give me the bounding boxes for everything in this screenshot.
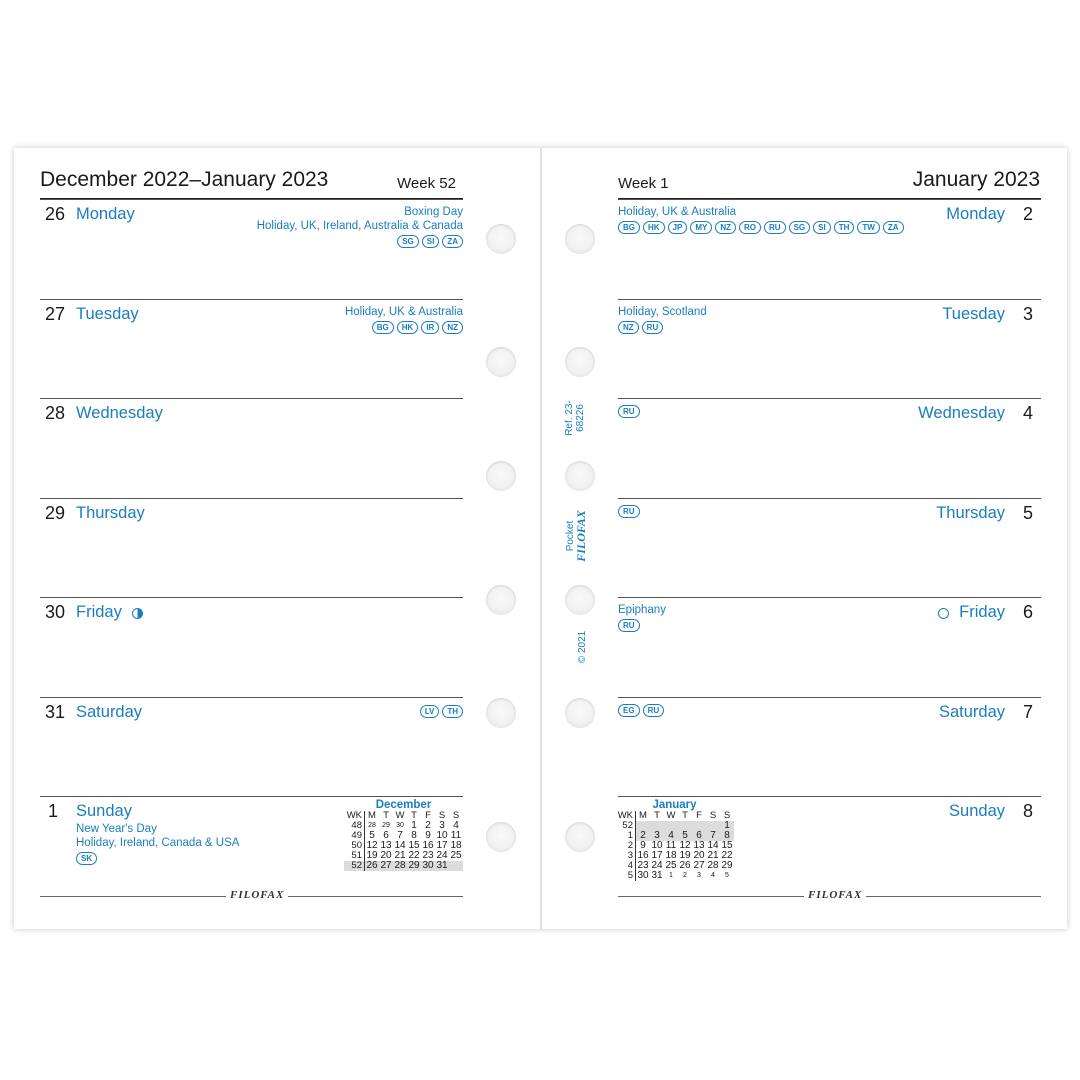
day-separator <box>40 199 463 200</box>
day-name: Friday <box>76 603 122 621</box>
country-badges <box>618 704 664 717</box>
country-badge: SG <box>789 221 811 234</box>
day-number: 27 <box>44 303 65 324</box>
mini-calendar-date: 9 <box>640 840 646 851</box>
day-separator <box>40 398 463 399</box>
mini-calendar-date: 19 <box>366 850 378 861</box>
mini-calendar-date: 30 <box>637 870 649 881</box>
mini-calendar-date: 17 <box>651 850 663 861</box>
mini-calendar-date: 17 <box>436 840 448 851</box>
mini-calendar-date: 5 <box>725 872 729 879</box>
day-separator <box>618 199 1041 200</box>
mini-calendar-title: January <box>652 799 697 811</box>
day-number: 28 <box>44 403 65 423</box>
mini-calendar-week: 49 <box>344 831 365 841</box>
mini-calendar-date: 10 <box>436 830 448 841</box>
country-badge: JP <box>668 221 688 234</box>
mini-calendar-date: 27 <box>693 860 705 871</box>
country-badges <box>372 321 463 334</box>
day-separator <box>40 697 463 698</box>
day-number: 6 <box>1022 602 1033 622</box>
mini-calendar-date: 20 <box>380 850 392 861</box>
country-badges <box>618 619 640 632</box>
day-separator <box>618 796 1041 797</box>
spine-pocket-text: Pocket <box>565 520 576 552</box>
punch-hole <box>486 698 516 728</box>
day-separator <box>618 697 1041 698</box>
day-number: 3 <box>1022 303 1033 324</box>
mini-calendar-date: 10 <box>651 840 663 851</box>
day-name: Tuesday <box>942 304 1005 323</box>
country-badge: RU <box>642 321 664 334</box>
mini-calendar-header: T <box>654 810 660 821</box>
mini-calendar-date: 14 <box>707 840 719 851</box>
mini-calendar-week: 1 <box>615 831 636 841</box>
mini-calendar-date: 30 <box>422 860 434 871</box>
mini-calendar-week: 51 <box>344 851 365 861</box>
mini-calendar-header: S <box>438 810 446 821</box>
mini-calendar-december <box>344 799 463 871</box>
day-separator <box>618 299 1041 300</box>
country-badge: HK <box>643 221 665 234</box>
punch-hole <box>486 347 516 377</box>
mini-calendar-date: 15 <box>721 840 733 851</box>
mini-calendar-date: 7 <box>397 830 403 841</box>
spine-filofax-logo: FILOFAX <box>574 510 588 562</box>
mini-calendar-date: 2 <box>425 820 431 831</box>
mini-calendar-date: 7 <box>706 831 720 841</box>
mini-calendar-date: 5 <box>369 830 375 841</box>
mini-calendar-header: M <box>368 810 376 821</box>
mini-calendar-date: 22 <box>408 850 420 861</box>
country-badges <box>618 221 904 234</box>
mini-calendar-date: 13 <box>693 840 705 851</box>
holiday-label: Boxing Day <box>404 206 463 218</box>
left-page-title: December 2022–January 2023 <box>40 168 329 191</box>
mini-calendar-header: M <box>639 810 647 821</box>
mini-calendar-header: WK <box>615 811 636 821</box>
mini-calendar-header: T <box>682 810 688 821</box>
country-badge: TH <box>834 221 855 234</box>
mini-calendar-date: 29 <box>382 822 390 829</box>
day-separator <box>40 498 463 499</box>
mini-calendar-date <box>449 861 463 871</box>
day-name: Monday <box>946 205 1005 223</box>
holiday-label: New Year's Day <box>76 823 157 835</box>
country-badge: TW <box>857 221 879 234</box>
day-number: 2 <box>1022 204 1033 224</box>
mini-calendar-date: 21 <box>394 850 406 861</box>
country-badge: SK <box>76 852 97 865</box>
mini-calendar-date: 19 <box>679 850 691 861</box>
mini-calendar-header: S <box>709 810 717 821</box>
mini-calendar-date: 28 <box>394 860 406 871</box>
mini-calendar-date: 21 <box>707 850 719 861</box>
mini-calendar-date: 31 <box>651 870 663 881</box>
mini-calendar-date: 28 <box>368 822 376 829</box>
mini-calendar-date: 12 <box>366 840 378 851</box>
right-page-title: January 2023 <box>912 168 1040 191</box>
country-badge: MY <box>690 221 712 234</box>
country-badge: ZA <box>883 221 904 234</box>
country-badges <box>76 852 97 865</box>
mini-calendar-date: 16 <box>637 850 649 861</box>
day-number: 29 <box>44 502 65 523</box>
mini-calendar-week: 2 <box>615 841 636 851</box>
header-rule <box>618 198 1041 199</box>
spine-ref-text: Ref. 23-68226 <box>564 400 586 436</box>
country-badge: RU <box>643 704 665 717</box>
mini-calendar-title: December <box>375 799 432 811</box>
mini-calendar-header: S <box>452 810 460 821</box>
country-badge: BG <box>618 221 640 234</box>
header-rule <box>40 198 463 199</box>
country-badge: NZ <box>442 321 463 334</box>
mini-calendar-header: F <box>696 810 702 821</box>
punch-hole <box>565 698 595 728</box>
mini-calendar-january <box>615 799 734 881</box>
holiday-label: Holiday, UK & Australia <box>344 305 463 318</box>
country-badges <box>397 235 463 248</box>
day-number: 26 <box>44 204 65 224</box>
mini-calendar-date: 3 <box>439 820 445 831</box>
mini-calendar-date: 30 <box>396 822 404 829</box>
day-name: Sunday <box>76 802 132 820</box>
day-name: Monday <box>76 205 135 223</box>
day-number: 31 <box>44 701 65 722</box>
mini-calendar-header: WK <box>344 811 365 821</box>
day-separator <box>618 498 1041 499</box>
day-separator <box>40 299 463 300</box>
mini-calendar-date: 23 <box>422 850 434 861</box>
country-badge: HK <box>397 321 419 334</box>
mini-calendar-date: 22 <box>721 850 733 861</box>
day-number: 5 <box>1022 502 1033 523</box>
mini-calendar-date: 29 <box>408 860 420 871</box>
holiday-label: Holiday, Ireland, Canada & USA <box>76 837 240 849</box>
mini-calendar-header: S <box>723 810 731 821</box>
punch-hole <box>486 224 516 254</box>
mini-calendar-date: 25 <box>665 860 677 871</box>
country-badge: LV <box>420 705 440 718</box>
mini-calendar-date: 24 <box>651 860 663 871</box>
holiday-label: Holiday, UK, Ireland, Australia & Canada <box>256 220 463 232</box>
mini-calendar-date: 29 <box>721 860 733 871</box>
punch-hole <box>565 461 595 491</box>
mini-calendar-date: 5 <box>678 831 692 841</box>
mini-calendar-date: 6 <box>692 831 706 841</box>
day-name: Thursday <box>76 503 145 522</box>
country-badge: EG <box>618 704 640 717</box>
mini-calendar-date: 11 <box>450 830 462 841</box>
mini-calendar-week: 48 <box>344 821 365 831</box>
country-badge: NZ <box>715 221 736 234</box>
mini-calendar-grid <box>344 811 463 871</box>
mini-calendar-date: 8 <box>411 830 417 841</box>
day-name: Saturday <box>76 702 143 721</box>
mini-calendar-date: 24 <box>436 850 448 861</box>
punch-hole <box>565 822 595 852</box>
first-quarter-icon <box>132 608 143 619</box>
holiday-label: Epiphany <box>618 604 666 616</box>
country-badge: RU <box>618 405 640 418</box>
mini-calendar-grid <box>615 811 734 881</box>
mini-calendar-date: 27 <box>380 860 392 871</box>
spine-fold <box>540 148 542 929</box>
mini-calendar-date: 8 <box>720 831 734 841</box>
day-number: 30 <box>44 602 65 622</box>
mini-calendar-date: 20 <box>693 850 705 861</box>
holiday-label: Holiday, Scotland <box>618 305 707 318</box>
country-badge: SI <box>422 235 440 248</box>
mini-calendar-date: 3 <box>697 872 701 879</box>
mini-calendar-date: 23 <box>637 860 649 871</box>
country-badges <box>618 405 640 418</box>
left-week-label: Week 52 <box>397 175 456 192</box>
day-name: Wednesday <box>76 404 163 422</box>
mini-calendar-date: 11 <box>665 840 677 851</box>
country-badges <box>618 321 663 334</box>
mini-calendar-date: 1 <box>411 820 417 831</box>
country-badge: SG <box>397 235 419 248</box>
mini-calendar-date: 18 <box>450 840 462 851</box>
country-badge: NZ <box>618 321 639 334</box>
mini-calendar-date: 15 <box>408 840 420 851</box>
country-badge: TH <box>442 705 463 718</box>
spine-copyright: © 2021 <box>577 630 588 664</box>
mini-calendar-date: 6 <box>383 830 389 841</box>
mini-calendar-date: 14 <box>394 840 406 851</box>
punch-hole <box>565 224 595 254</box>
day-number: 8 <box>1022 801 1033 821</box>
mini-calendar-date: 28 <box>707 860 719 871</box>
mini-calendar-date: 4 <box>664 831 678 841</box>
mini-calendar-date: 2 <box>683 872 687 879</box>
mini-calendar-date: 26 <box>366 860 378 871</box>
day-number: 7 <box>1022 701 1033 722</box>
mini-calendar-date: 4 <box>711 872 715 879</box>
day-separator <box>40 796 463 797</box>
punch-hole <box>565 347 595 377</box>
spine-pocket-logo <box>565 506 587 566</box>
mini-calendar-date: 25 <box>450 850 462 861</box>
punch-hole <box>486 822 516 852</box>
country-badge: RU <box>618 505 640 518</box>
mini-calendar-date: 2 <box>636 831 651 841</box>
mini-calendar-date: 12 <box>679 840 691 851</box>
day-name: Tuesday <box>76 304 139 323</box>
mini-calendar-date: 9 <box>425 830 431 841</box>
day-separator <box>40 597 463 598</box>
day-name: Wednesday <box>918 404 1005 422</box>
day-separator <box>618 398 1041 399</box>
mini-calendar-date: 31 <box>436 860 448 871</box>
punch-hole <box>486 585 516 615</box>
mini-calendar-date: 26 <box>679 860 691 871</box>
punch-hole <box>486 461 516 491</box>
mini-calendar-date: 13 <box>380 840 392 851</box>
holiday-label: Holiday, UK & Australia <box>618 206 737 218</box>
mini-calendar-header: T <box>411 810 417 821</box>
country-badge: ZA <box>442 235 463 248</box>
country-badge: BG <box>372 321 394 334</box>
mini-calendar-week: 3 <box>615 851 636 861</box>
mini-calendar-date: 3 <box>650 831 664 841</box>
day-number: 1 <box>47 801 58 821</box>
day-name: Sunday <box>949 802 1005 820</box>
country-badge: RU <box>618 619 640 632</box>
mini-calendar-week: 4 <box>615 861 636 871</box>
day-number: 4 <box>1022 403 1033 423</box>
mini-calendar-week: 52 <box>615 821 636 831</box>
spine-ref <box>564 388 586 448</box>
day-name: Saturday <box>938 702 1005 721</box>
right-week-label: Week 1 <box>618 175 669 192</box>
mini-calendar-header: F <box>425 810 431 821</box>
mini-calendar-date: 1 <box>720 821 734 831</box>
country-badge: RO <box>739 221 761 234</box>
left-footer-logo: FILOFAX <box>226 889 288 901</box>
day-separator <box>618 597 1041 598</box>
country-badges <box>420 705 463 718</box>
full-moon-icon <box>938 608 949 619</box>
mini-calendar-week: 50 <box>344 841 365 851</box>
day-name: Friday <box>959 603 1005 621</box>
day-name: Thursday <box>936 503 1005 522</box>
right-footer-logo: FILOFAX <box>804 889 866 901</box>
country-badge: SI <box>813 221 831 234</box>
country-badges <box>618 505 640 518</box>
mini-calendar-date: 18 <box>665 850 677 861</box>
mini-calendar-header: W <box>666 810 676 821</box>
mini-calendar-header: T <box>383 810 389 821</box>
mini-calendar-week: 52 <box>344 861 365 871</box>
country-badge: RU <box>764 221 786 234</box>
mini-calendar-week: 5 <box>615 871 636 881</box>
mini-calendar-header: W <box>395 810 405 821</box>
mini-calendar-date: 1 <box>669 872 673 879</box>
punch-hole <box>565 585 595 615</box>
mini-calendar-date: 16 <box>422 840 434 851</box>
mini-calendar-date: 4 <box>453 820 459 831</box>
country-badge: IR <box>421 321 439 334</box>
